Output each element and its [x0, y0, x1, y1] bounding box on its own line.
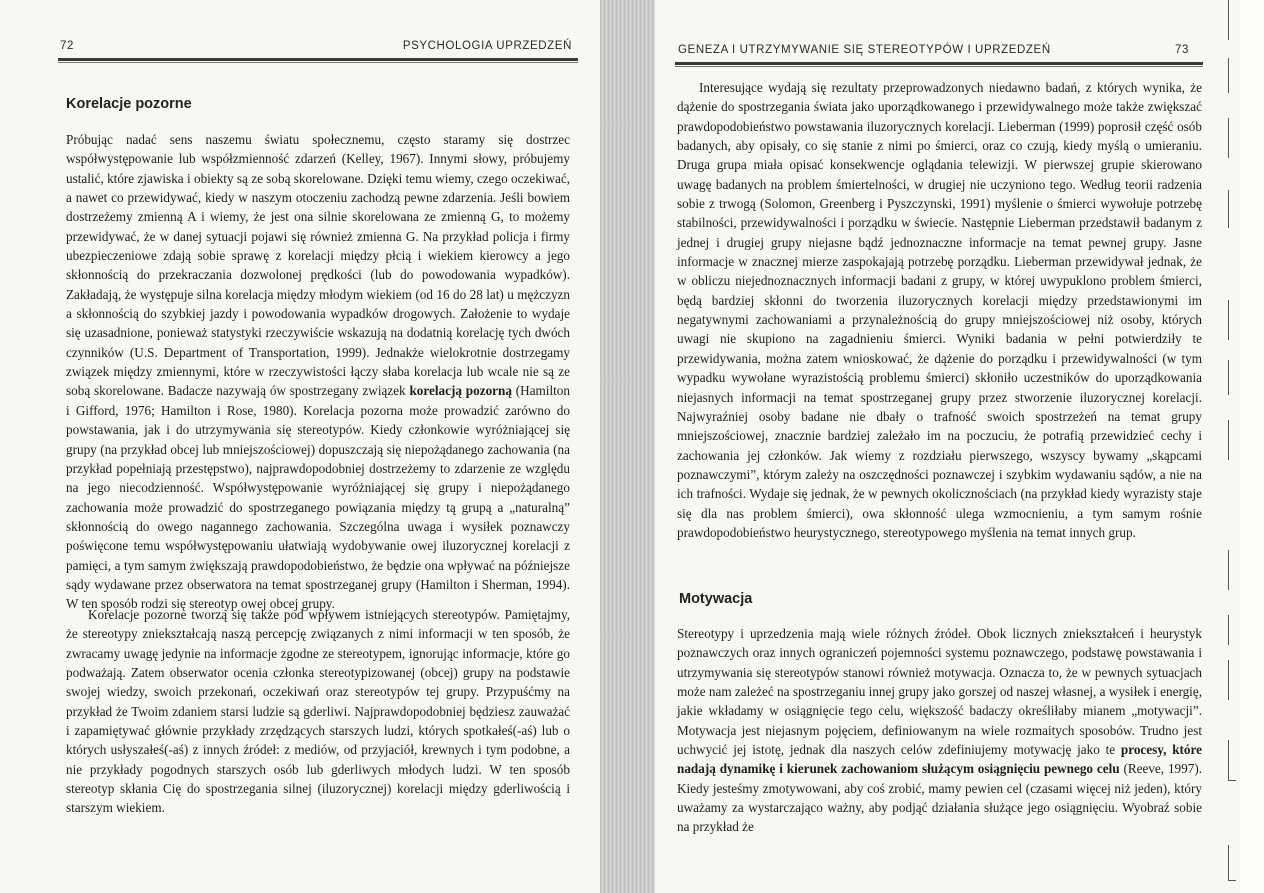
bold-term: procesy, które nadają dynamikę i kierunek zachowaniom służącym osiągnięciu pewnego celu: [677, 742, 1202, 777]
running-head-right: GENEZA I UTRZYMYWANIE SIĘ STEREOTYPÓW I UPRZEDZEŃ: [678, 44, 1051, 56]
section-title-korelacje-pozorne: Korelacje pozorne: [66, 96, 192, 112]
text-run: (Hamilton i Gifford, 1976; Hamilton i Rose, 1980). Korelacja pozorna może prowadzić zarówno do powstawania, jak i do utrzymywania się stereotypów. Kiedy członkowie wyróżniającej się grupy (na przykład obcej lub mniejszościowej) dopuszczają się niepożądanego zachowania (na przykład popełniają przestępstwo), najprawdopodobniej dostrzeżemy to zdarzenie ze względu na jego niecodzienność. Współwystępowanie wyróżniającej się grupy i niepożądanego zachowania może prowadzić do spostrzeganego powiązania między tą grupą a „naturalną” skłonnością do owego nagannego zachowania. Szczególna uwaga i wysiłek poznawczy poświęcone temu współwystępowaniu ułatwiają wydobywanie owej iluzorycznej korelacji z pamięci, a tym samym zwiększają prawdopodobieństwo, że będzie ona wpływać na późniejsze sądy wydawane przez obserwatora na temat spostrzeganej grupy (Hamilton i Sherman, 1994). W ten sposób rodzi się stereotyp owej obcej grupy.: [66, 383, 570, 612]
right-paragraph-2: [677, 624, 1202, 837]
header-rule-right: [675, 62, 1203, 65]
bold-term: korelacją pozorną: [409, 383, 512, 399]
edge-mark: [1228, 360, 1229, 395]
edge-mark: [1228, 550, 1229, 590]
edge-mark: [1228, 58, 1229, 93]
section-title-motywacja: Motywacja: [679, 591, 753, 607]
edge-mark: [1228, 190, 1229, 228]
header-subrule-left: [58, 62, 578, 63]
edge-mark: [1228, 0, 1229, 40]
left-paragraph-2: Korelacje pozorne tworzą się także pod wpływem istniejących stereotypów. Pamiętajmy, że stereotypy zniekształcają naszą percepcję związanych z nimi informacji w ten sposób, że zwracamy uwagę jedynie na informacje zgodne ze stereotypem, ignorując informacje, które go podważają. Zatem obserwator ocenia członka stereotypizowanej (obcej) grupy na podstawie swojej wiedzy, swoich przekonań, oczekiwań oraz stereotypów tej grupy. Przypuśćmy na przykład że Twoim zdaniem starsi ludzie są gderliwi. Najprawdopodobniej będziesz zauważać i zapamiętywać głównie przykłady zrzędzących starszych ludzi, których spotkałeś(-aś) lub o których usłyszałeś(-aś) z innych źródeł: z mediów, od przyjaciół, krewnych i tym podobne, a nie przykłady pogodnych starszych osób lub gderliwych młodych ludzi. W ten sposób stereotyp skłania Cię do spostrzegania silnej (iluzorycznej) korelacji między gderliwością i starszym wiekiem.: [66, 607, 570, 816]
book-gutter: [600, 0, 655, 893]
header-subrule-right: [675, 66, 1203, 67]
text-run: (Reeve, 1997). Kiedy jesteśmy zmotywowani, aby coś zrobić, mamy pewien cel (czasami więcej niż jeden), który uważamy za wystarczająco ważny, aby podjąć działania służące jego osiągnięciu. Wyobraź sobie na przykład że: [677, 761, 1203, 835]
edge-mark: [1228, 420, 1229, 460]
edge-tick: [1228, 880, 1236, 881]
page-number-left: 72: [60, 40, 74, 52]
right-page: [655, 0, 1240, 893]
page-edge-strip: [1240, 0, 1264, 893]
left-page: [0, 0, 600, 893]
edge-tick: [1228, 780, 1236, 781]
right-paragraph-1: Interesujące wydają się rezultaty przeprowadzonych niedawno badań, z których wynika, że dążenie do spostrzegania świata jako uporządkowanego i przewidywalnego może także zwiększać prawdopodobieństwo powstawania iluzorycznych korelacji. Lieberman (1999) poprosił część osób badanych, aby opisały, co się stanie z nimi po śmierci, oraz co czują, kiedy myślą o umieraniu. Druga grupa miała opisać konsekwencje oglądania telewizji. W pierwszej grupie skierowano uwagę badanych na problem śmiertelności, w drugiej nie uczyniono tego. Według teorii radzenia sobie z trwogą (Solomon, Greenberg i Pyszczynski, 1991) myślenie o śmierci wywołuje potrzebę stabilności, przewidywalności i porządku w świecie. Następnie Lieberman przedstawił badanym z jednej i drugiej grupy niejasne bądź jednoznaczne informacje na temat pewnej grupy. Jasne informacje w znacznej mierze zaspokajają potrzebę porządku. Lieberman przewidywał jednak, że w obliczu niejednoznacznych informacji badani z grupy, w której uwypuklono problem śmierci, będą bardziej skłonni do tworzenia iluzorycznych korelacji między przedstawionymi im negatywnymi zachowaniami a przynależnością do grupy mniejszościowej niż osoby, których uwagi nie skupiono na zagadnieniu śmierci. Wyniki badania w pełni potwierdziły te przewidywania, można zatem wnioskować, że dążenie do porządku i przewidywalności (w tym wypadku wywołane wyrazistością problemu śmierci) skłoniło uczestników do uporządkowania niejasnych informacji na temat spostrzeganej grupy przez stworzenie iluzorycznej korelacji. Najwyraźniej osoby badane nie dbały o trafność swoich spostrzeżeń na temat grupy mniejszościowej, znacznie bardziej zależało im na poczuciu, że potrafią przewidzieć cechy i zachowania jej członków. Jak wiemy z rozdziału pierwszego, wszyscy bywamy „skąpcami poznawczymi”, którym zależy na oszczędności poznawczej i szybkim wydawaniu sądów, a nie na ich trafności. Wydaje się jednak, że w pewnych okolicznościach (na przykład kiedy wyrazisty staje się dla nas problem śmierci), owa skłonność ulega wzmocnieniu, a tym samym rośnie prawdopodobieństwo heurystycznego, stereotypowego myślenia na temat innych grup.: [677, 80, 1202, 540]
edge-mark: [1228, 300, 1229, 340]
edge-mark: [1228, 845, 1229, 880]
text-run: Stereotypy i uprzedzenia mają wiele różnych źródeł. Obok licznych zniekształceń i heurystyk poznawczych oraz innych ograniczeń pojemności systemu poznawczego, podstawę powstawania i utrzymywania się stereotypów stanowi również motywacja. Oznacza to, że w pewnych sytuacjach może nam zależeć na spostrzeganiu innej grupy jako gorszej od naszej własnej, a wysiłek i energię, jakie wkładamy w osiągnięcie tego celu, większość badaczy określiłaby mianem „motywacji”. Motywacja jest niejasnym pojęciem, definiowanym na wiele rozmaitych sposobów. Trudno jest uchwycić jej istotę, jednak dla naszych celów zdefiniujemy motywację jako te: [677, 626, 1202, 758]
page-number-right: 73: [1175, 44, 1189, 56]
edge-mark: [1228, 615, 1229, 645]
text-run: Próbując nadać sens naszemu światu społecznemu, często staramy się dostrzec współwystępowanie lub współzmienność zdarzeń (Kelley, 1967). Innymi słowy, próbujemy ustalić, które zjawiska i obiekty są ze sobą skorelowane. Dzięki temu wiemy, czego oczekiwać, a nawet co przewidywać, kiedy w naszym otoczeniu zachodzą pewne zdarzenia. Jeśli bowiem dostrzeżemy zmienną A i wiemy, że jest ona silnie skorelowana ze zmienną G, to możemy przewidywać, że w danej sytuacji pojawi się również zmienna G. Na przykład policja i firmy ubezpieczeniowe zdają sobie sprawę z korelacji między płcią i wiekiem kierowcy a jego skłonnością do przekraczania dozwolonej prędkości (lub do powodowania wypadków). Zakładają, że występuje silna korelacja między młodym wiekiem (od 16 do 28 lat) u mężczyzn a skłonnością do szybkiej jazdy i powodowania wypadków drogowych. Założenie to wydaje się uzasadnione, ponieważ statystyki rzeczywiście wskazują na dodatnią korelację tych dwóch czynników (U.S. Department of Transportation, 1999). Jednakże wielokrotnie dostrzegamy związek między zmiennymi, które w rzeczywistości łączy słaba korelacja lub wcale nie są ze sobą skorelowane. Badacze nazywają ów spostrzegany związek: [66, 132, 570, 399]
edge-mark: [1228, 118, 1229, 158]
running-head-left: PSYCHOLOGIA UPRZEDZEŃ: [402, 40, 572, 52]
left-paragraph-1: [66, 130, 570, 614]
edge-mark: [1228, 740, 1229, 780]
edge-mark: [1228, 660, 1229, 700]
header-rule-left: [58, 58, 578, 61]
